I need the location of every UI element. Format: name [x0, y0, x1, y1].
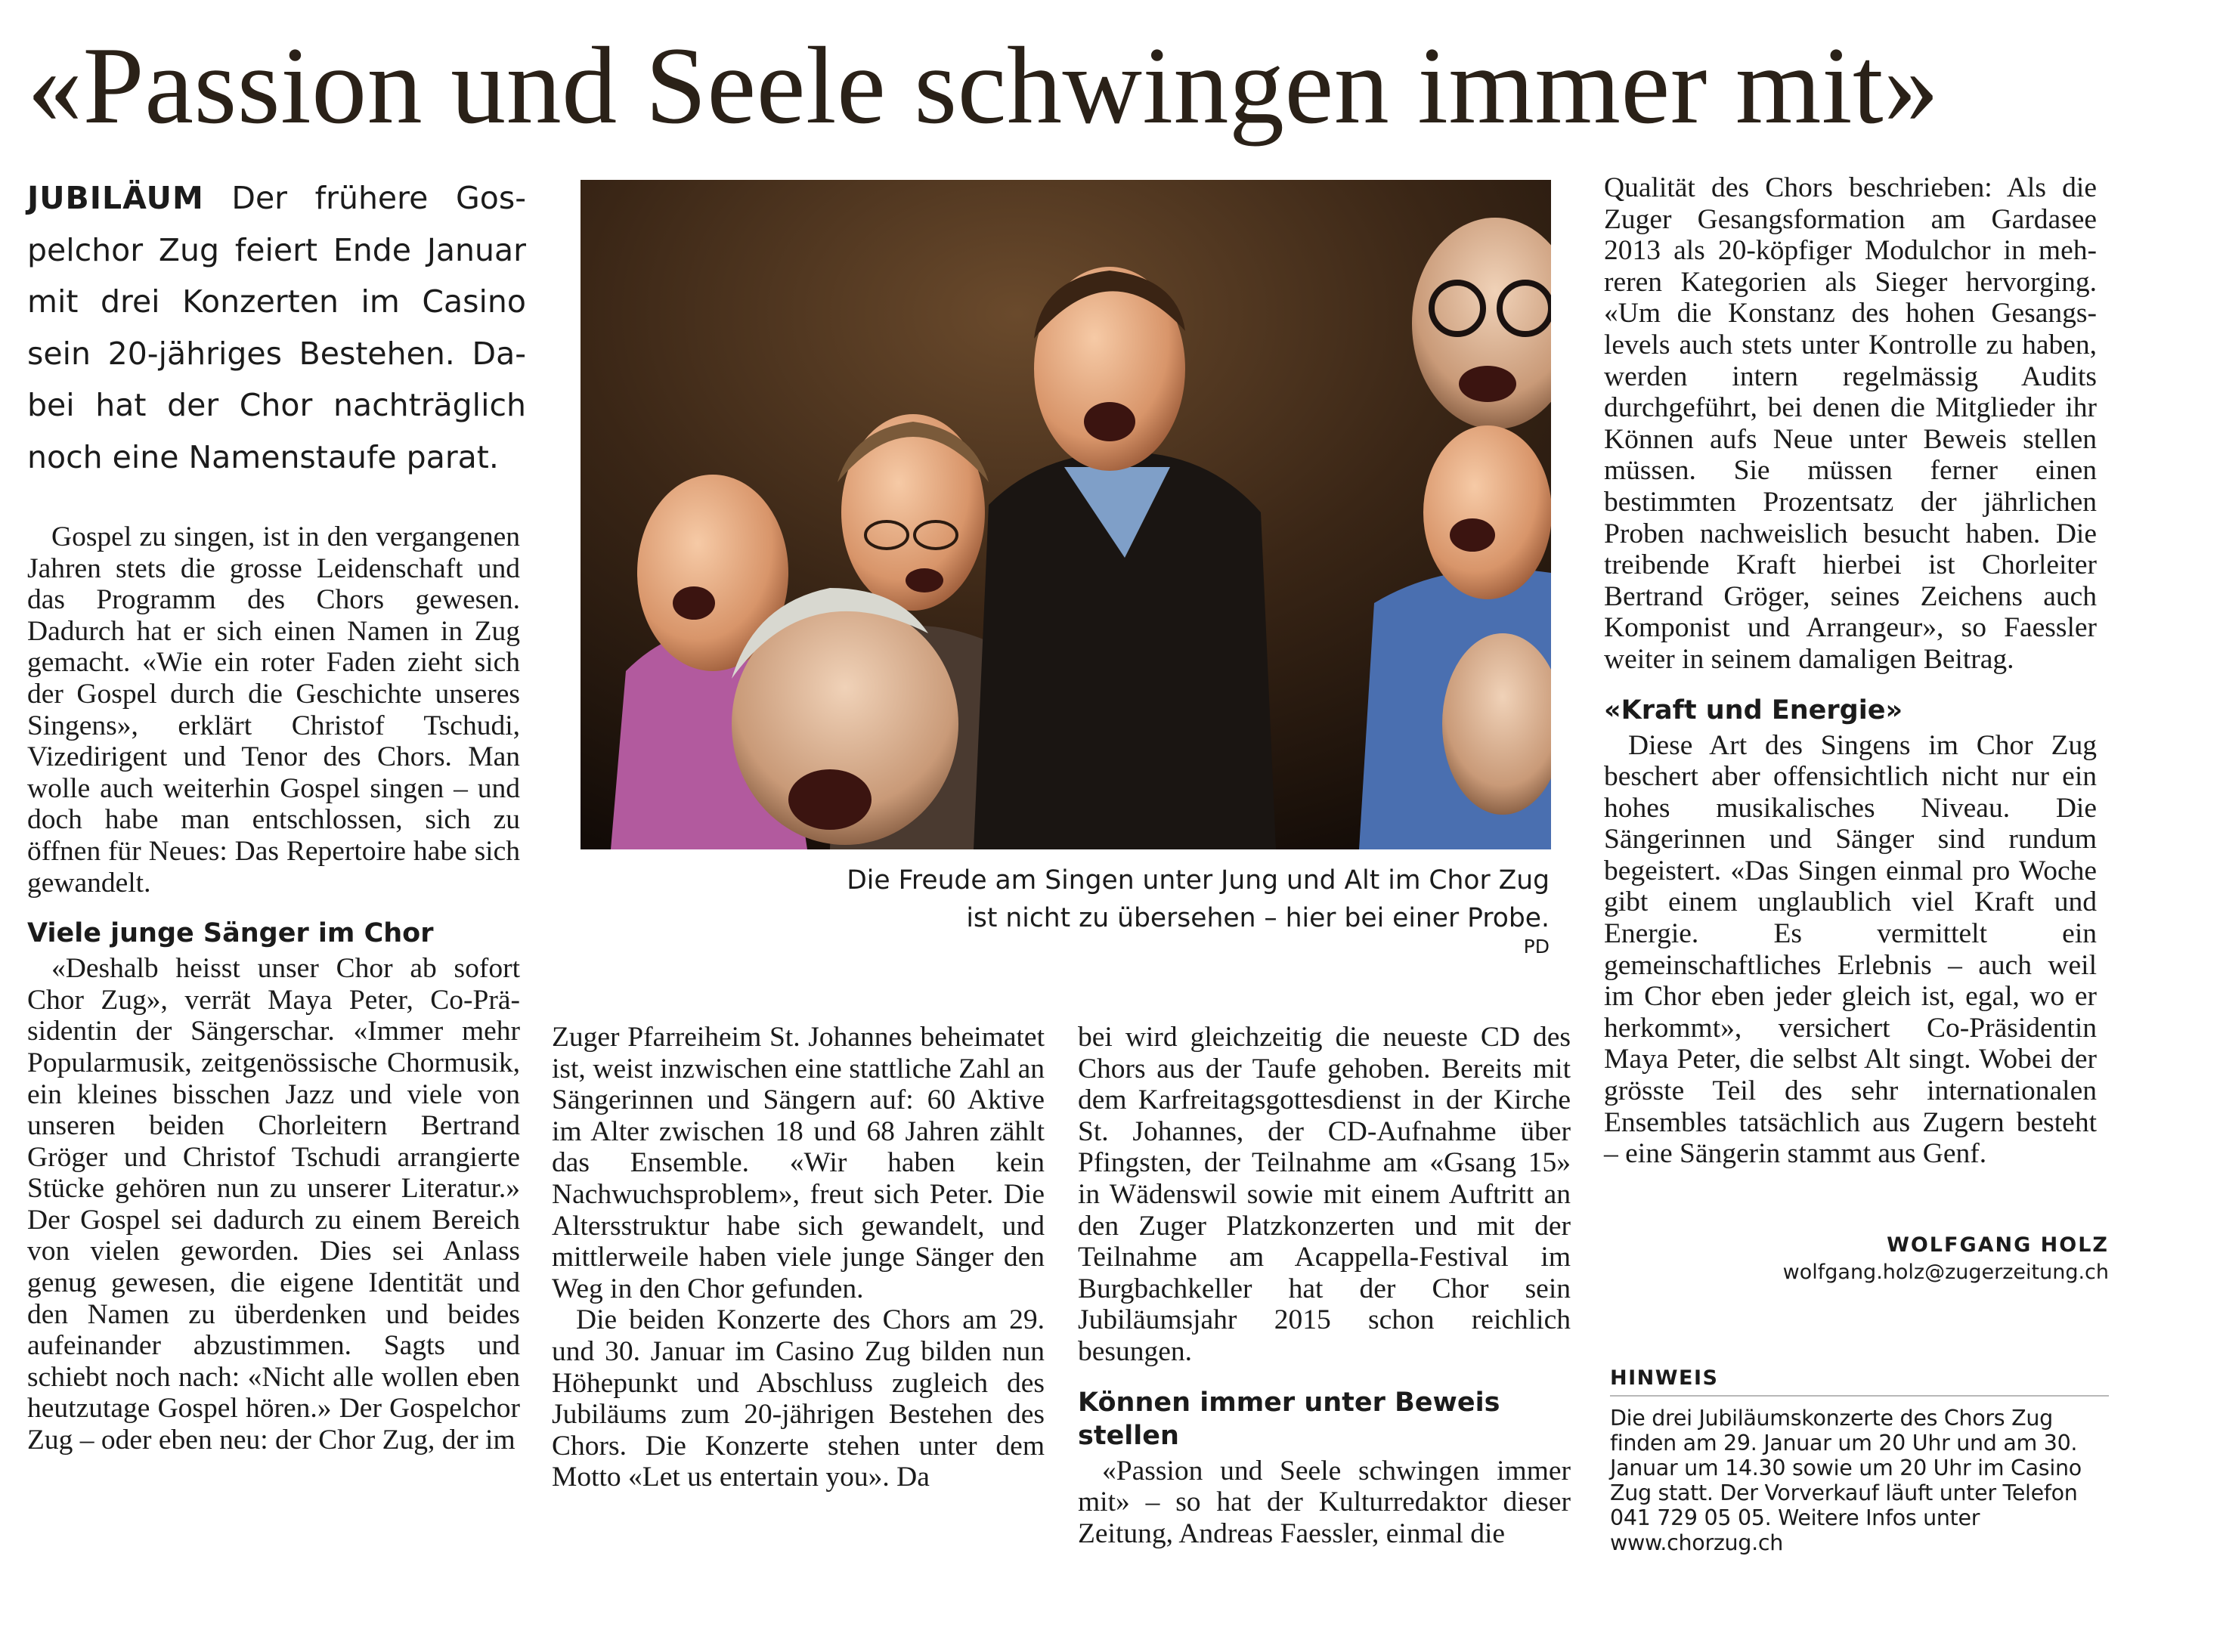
column-1-paragraph-2: «Deshalb heisst unser Chor ab sofort Chor Zug», verrät Maya Peter, Co-Präsidentin der Sängerschar. «Immer mehr Popularmusik, zeitgenössische Chormusik, ein kleines bisschen Jazz und viele von unseren beiden Chorleitern Bertrand Gröger und Christof Tschudi arrangierte Stücke gehören nun zu unserer Literatur.» Der Gospel sei dadurch zu einem Bereich von vielen geworden. Dies sei Anlass genug gewesen, die eigene Identität und den Namen zu überdenken und beides aufeinander abzustimmen. Sagts und schiebt noch nach: «Nicht alle wollen eben heutzutage Gospel hören.» Der Gospelchor Zug – oder eben neu: der Chor Zug, der im: [27, 953, 520, 1456]
author-email: wolfgang.holz@zugerzeitung.ch: [1782, 1261, 2109, 1284]
choir-photo: [581, 180, 1551, 849]
lead-text: Der frühere Gospelchor Zug feiert Ende Januar mit drei Konzerten im Casino sein 20-jähriges Bestehen. Dabei hat der Chor nachträglich noch eine Namenstaufe parat.: [27, 180, 526, 475]
column-2-paragraph-1: Zuger Pfarreiheim St. Johannes beheimatet ist, weist inzwischen eine stattliche Zahl an Sängerinnen und Sängern auf: 60 Aktive im Alter zwischen 18 und 68 Jahren zählt das Ensemble. «Wir haben kein Nachwuchsproblem», freut sich Peter. Die Altersstruktur habe sich gewandelt, und mittlerweile haben viele junge Sänger den Weg in den Chor gefunden.: [552, 1022, 1045, 1304]
author-name: WOLFGANG HOLZ: [1887, 1233, 2109, 1257]
headline: «Passion und Seele schwingen immer mit»: [27, 24, 1940, 147]
column-4-paragraph-1: Qualität des Chors beschrieben: Als die Zuger Gesangsformation am Gardasee 2013 als 20-köpfiger Modulchor in mehreren Kategorien als Sieger hervorging. «Um die Konstanz des hohen Gesangslevels auch stets unter Kontrolle zu haben, werden intern regelmässig Audits durchgeführt, bei denen die Mitglieder ihr Können aufs Neue unter Beweis stellen müssen. Sie müssen ferner einen bestimmten Prozentsatz der jährlichen Proben nachweislich besucht haben. Die treibende Kraft hierbei ist Chorleiter Bertrand Gröger, seines Zeichens auch Komponist und Arrangeur», so Faessler weiter in seinem damaligen Beitrag.: [1604, 172, 2097, 675]
article-column-1: [27, 521, 520, 1456]
column-3-paragraph-1: bei wird gleichzeitig die neueste CD des Chors aus der Taufe gehoben. Bereits mit dem Karfreitagsgottesdienst in der Kirche St. Johannes, der CD-Aufnahme über Pfingsten, der Teilnahme am «Gsang 15» in Wädenswil sowie mit einem Auftritt an den Zuger Platzkonzerten und mit der Teilnahme am Acappella-Festival im Burgbachkeller hat der Chor sein Jubiläumsjahr 2015 schon reichlich besungen.: [1078, 1022, 1571, 1367]
article-column-4: [1604, 172, 2097, 1170]
article-column-2: [552, 1022, 1045, 1493]
notice-text: Die drei Jubiläumskonzerte des Chors Zug finden am 29. Januar um 20 Uhr und am 30. Januar um 14.30 sowie um 20 Uhr im Casino Zug statt. Der Vorverkauf läuft unter Telefon 041 729 05 05. Weitere Infos unter www.chorzug.ch: [1610, 1406, 2082, 1555]
lead-paragraph: [27, 172, 526, 483]
subheading-koennen-unter-beweis: Können immer unter Beweis stellen: [1078, 1387, 1500, 1451]
photo-credit: PD: [1523, 936, 1550, 957]
column-1-paragraph-1: Gospel zu singen, ist in den vergangenen Jahren stets die grosse Leidenschaft und das Programm des Chors gewesen. Dadurch hat er sich einen Namen in Zug gemacht. «Wie ein roter Faden zieht sich der Gospel durch die Geschichte unseres Singens», erklärt Christof Tschudi, Vizedirigent und Tenor des Chors. Man wolle auch weiterhin Gospel singen – und doch habe man entschlossen, sich zu öffnen für Neues: Das Repertoire habe sich gewandelt.: [27, 521, 520, 899]
column-3-paragraph-2: «Passion und Seele schwingen immer mit» – so hat der Kulturredaktor dieser Zeitung, Andreas Faessler, einmal die: [1078, 1455, 1571, 1549]
notice-label: HINWEIS: [1610, 1363, 2109, 1397]
author-block: [1610, 1232, 2109, 1286]
subheading-kraft-und-energie: «Kraft und Energie»: [1604, 695, 1903, 725]
article-column-3: [1078, 1022, 1571, 1549]
notice-box: [1610, 1363, 2109, 1555]
subheading-viele-junge-saenger: Viele junge Sänger im Chor: [27, 918, 434, 949]
column-4-paragraph-2: Diese Art des Singens im Chor Zug beschert aber offensichtlich nicht nur ein hohes musikalisches Niveau. Die Sängerinnen und Sänger sind rundum begeistert. «Das Singen einmal pro Woche gibt einem unglaublich viel Kraft und Energie. Es vermittelt ein gemeinschaftliches Erlebnis – auch weil im Chor eben jeder gleich ist, egal, wo er herkommt», versichert Co-Präsidentin Maya Peter, die selbst Alt singt. Wobei der grösste Teil des sehr internationalen Ensembles tatsächlich aus Zugern besteht – eine Sängerin stammt aus Genf.: [1604, 729, 2097, 1170]
column-2-paragraph-2: Die beiden Konzerte des Chors am 29. und 30. Januar im Casino Zug bilden nun Höhepunkt und Abschluss zugleich des Jubiläums zum 20-jährigen Bestehen des Chors. Die Konzerte stehen unter dem Motto «Let us entertain you». Da: [552, 1304, 1045, 1493]
lead-kicker: JUBILÄUM: [27, 180, 204, 216]
photo-caption: Die Freude am Singen unter Jung und Alt im Chor Zug ist nicht zu übersehen – hier bei einer Probe.: [847, 865, 1550, 933]
